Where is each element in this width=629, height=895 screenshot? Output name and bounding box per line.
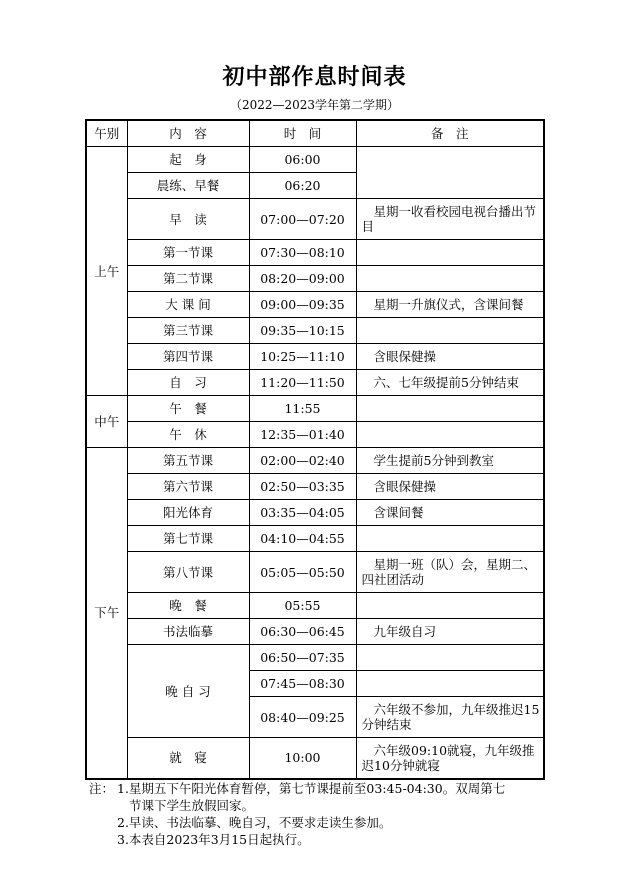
footnote-3: [89, 831, 549, 848]
row-time: 05:55: [249, 593, 356, 619]
row-note: 含眼保健操: [356, 344, 544, 370]
footnote-1-text: 1.星期五下午阳光体育暂停，第七节课提前至03:45-04:30。双周第七: [117, 781, 506, 796]
row-note: 九年级自习: [356, 619, 544, 645]
header-period: 午别: [86, 120, 127, 147]
period-morning: 上午: [86, 147, 127, 396]
row-item: 第八节课: [127, 552, 249, 593]
row-item: 晨练、早餐: [127, 173, 249, 199]
row-note: 星期一升旗仪式，含课间餐: [356, 292, 544, 318]
schedule-table: [85, 119, 545, 780]
footnote-1: [89, 780, 549, 797]
table-row: [86, 738, 544, 779]
row-time: 06:50—07:35: [249, 645, 356, 671]
row-item: 午 餐: [127, 396, 249, 422]
table-row: [86, 619, 544, 645]
row-item: 午 休: [127, 422, 249, 448]
header-note: 备 注: [356, 120, 544, 147]
row-item: 第一节课: [127, 240, 249, 266]
table-row: [86, 292, 544, 318]
row-time: 07:45—08:30: [249, 671, 356, 697]
row-time: 09:35—10:15: [249, 318, 356, 344]
footnote-2-text: 2.早读、书法临摹、晚自习，不要求走读生参加。: [117, 815, 392, 830]
period-afternoon: 下午: [86, 448, 127, 779]
row-note: [356, 318, 544, 344]
row-time: 09:00—09:35: [249, 292, 356, 318]
row-item: 大 课 间: [127, 292, 249, 318]
row-note: [356, 240, 544, 266]
row-note: 六年级09:10就寝，九年级推迟10分钟就寝: [356, 738, 544, 779]
footnote-2: [89, 814, 549, 831]
row-time: 06:00: [249, 147, 356, 173]
table-row: [86, 344, 544, 370]
row-time: 07:30—08:10: [249, 240, 356, 266]
row-item: 第二节课: [127, 266, 249, 292]
row-item: 书法临摹: [127, 619, 249, 645]
row-time: 10:25—11:10: [249, 344, 356, 370]
row-note: [356, 593, 544, 619]
row-note: [356, 422, 544, 448]
row-note: 星期一班（队）会，星期二、四社团活动: [356, 552, 544, 593]
header-item: 内 容: [127, 120, 249, 147]
table-row: [86, 240, 544, 266]
row-time: 04:10—04:55: [249, 526, 356, 552]
table-row: [86, 266, 544, 292]
row-time: 07:00—07:20: [249, 199, 356, 240]
row-item: 第四节课: [127, 344, 249, 370]
table-row: [86, 147, 544, 173]
row-time: 03:35—04:05: [249, 500, 356, 526]
row-note: 含眼保健操: [356, 474, 544, 500]
footnote-lead: 注：: [89, 781, 115, 796]
row-note: [356, 671, 544, 697]
footnotes: [89, 780, 549, 848]
table-row: [86, 318, 544, 344]
footnote-1-cont: 节课下学生放假回家。: [129, 798, 255, 813]
row-note: [356, 147, 544, 199]
row-time: 05:05—05:50: [249, 552, 356, 593]
table-row: [86, 396, 544, 422]
table-row: [86, 552, 544, 593]
row-time: 02:50—03:35: [249, 474, 356, 500]
table-row: [86, 370, 544, 396]
row-note: [356, 526, 544, 552]
row-time: 12:35—01:40: [249, 422, 356, 448]
page-title: 初中部作息时间表: [222, 64, 407, 90]
period-noon: 中午: [86, 396, 127, 448]
header-row: [86, 120, 544, 147]
row-item: 第七节课: [127, 526, 249, 552]
row-item: 第五节课: [127, 448, 249, 474]
row-time: 08:20—09:00: [249, 266, 356, 292]
table-row: [86, 474, 544, 500]
row-time: 06:20: [249, 173, 356, 199]
row-time: 11:55: [249, 396, 356, 422]
row-note: [356, 266, 544, 292]
table-row: [86, 593, 544, 619]
row-time: 06:30—06:45: [249, 619, 356, 645]
row-item: 早 读: [127, 199, 249, 240]
row-item: 第三节课: [127, 318, 249, 344]
row-item: 就 寝: [127, 738, 249, 779]
row-time: 10:00: [249, 738, 356, 779]
table-row: [86, 500, 544, 526]
row-note: 含课间餐: [356, 500, 544, 526]
footnote-3-text: 3.本表自2023年3月15日起执行。: [117, 832, 310, 847]
table-row: [86, 448, 544, 474]
row-note: [356, 645, 544, 671]
row-item: 第六节课: [127, 474, 249, 500]
page-subtitle: （2022—2023学年第二学期）: [229, 98, 400, 112]
table-row: [86, 422, 544, 448]
row-time: 08:40—09:25: [249, 697, 356, 738]
row-time: 11:20—11:50: [249, 370, 356, 396]
row-item: 晚 自 习: [127, 645, 249, 738]
row-item: 起 身: [127, 147, 249, 173]
row-note: 六年级不参加，九年级推迟15分钟结束: [356, 697, 544, 738]
table-row: [86, 645, 544, 671]
row-note: 星期一收看校园电视台播出节目: [356, 199, 544, 240]
row-item: 自 习: [127, 370, 249, 396]
row-note: [356, 396, 544, 422]
table-row: [86, 526, 544, 552]
header-time: 时 间: [249, 120, 356, 147]
row-item: 阳光体育: [127, 500, 249, 526]
row-item: 晚 餐: [127, 593, 249, 619]
row-note: 学生提前5分钟到教室: [356, 448, 544, 474]
table-row: [86, 199, 544, 240]
row-time: 02:00—02:40: [249, 448, 356, 474]
row-note: 六、七年级提前5分钟结束: [356, 370, 544, 396]
